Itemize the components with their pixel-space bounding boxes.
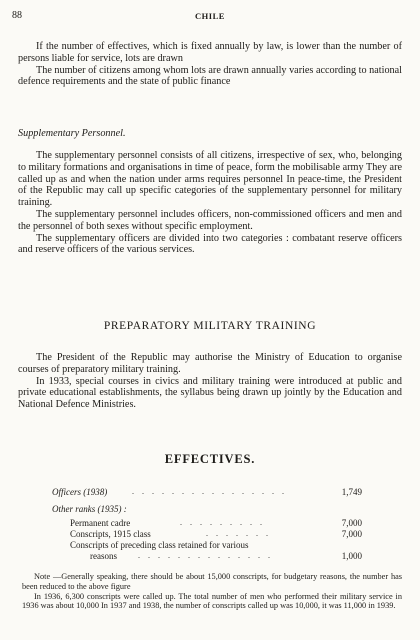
footnote (22, 572, 402, 611)
paragraph: The number of citizens among whom lots are drawn annually varies according to national defence requirements and the state of public finance (18, 64, 402, 88)
row-value: 1,749 (341, 487, 362, 497)
page-number: 88 (12, 10, 22, 21)
row-value: 7,000 (341, 529, 362, 539)
running-title: CHILE (195, 11, 225, 21)
section-heading-supplementary: Supplementary Personnel. (18, 128, 126, 139)
intro-section (18, 41, 402, 88)
section-heading-preparatory: PREPARATORY MILITARY TRAINING (103, 320, 317, 332)
leader-dots: . . . . . . . . . . . . . . . . (132, 487, 287, 496)
note-paragraph: In 1936, 6,300 conscripts were called up. The total number of men who performed their military service in 1936 was about 10,000 In 1937 and 1938, the number of conscripts called up was 10,000, it was 11,000 in 1939. (22, 591, 402, 611)
paragraph: If the number of effectives, which is fixed annually by law, is lower than the number of persons liable for service, lots are drawn (18, 41, 402, 64)
leader-dots: . . . . . . . (206, 529, 271, 538)
paragraph: The supplementary officers are divided into two categories : combatant reserve officers and reserve officers of the various services. (18, 232, 402, 256)
leader-dots: . . . . . . . . . (180, 518, 265, 527)
supplementary-section (18, 150, 402, 256)
note-paragraph: Note —Generally speaking, there should be about 15,000 conscripts, for budgetary reasons, the number has been reduced to the above figure (22, 572, 402, 591)
row-label: Officers (1938) (52, 487, 108, 497)
paragraph: The President of the Republic may authorise the Ministry of Education to organise courses of preparatory military training. (18, 352, 402, 375)
paragraph: The supplementary personnel consists of all citizens, irrespective of sex, who, belonging to military formations and organisations in time of peace, form the mobilisable army They are called up as and when the nation under arms requires personnel In peace-time, the President of the Republic may call up specific categories of the supplementary personnel for military training. (18, 150, 402, 209)
leader-dots: . . . . . . . . . . . . . . (138, 551, 273, 560)
row-label: Conscripts, 1915 class (70, 529, 151, 539)
row-label: Conscripts of preceding class retained for various (70, 540, 249, 550)
row-label: reasons (90, 551, 117, 561)
row-value: 7,000 (341, 518, 362, 528)
preparatory-section (18, 352, 402, 411)
paragraph: The supplementary personnel includes officers, non-commissioned officers and men and the personnel of both sexes without specific employment. (18, 208, 402, 232)
section-heading-effectives: EFFECTIVES. (164, 452, 256, 466)
row-label: Other ranks (1935) : (52, 504, 127, 514)
page-header (12, 10, 408, 24)
row-value: 1,000 (341, 551, 362, 561)
row-label: Permanent cadre (70, 518, 131, 528)
paragraph: In 1933, special courses in civics and military training were introduced at public and private educational establishments, the syllabus being drawn up jointly by the Education and National Defence Ministries. (18, 375, 402, 411)
